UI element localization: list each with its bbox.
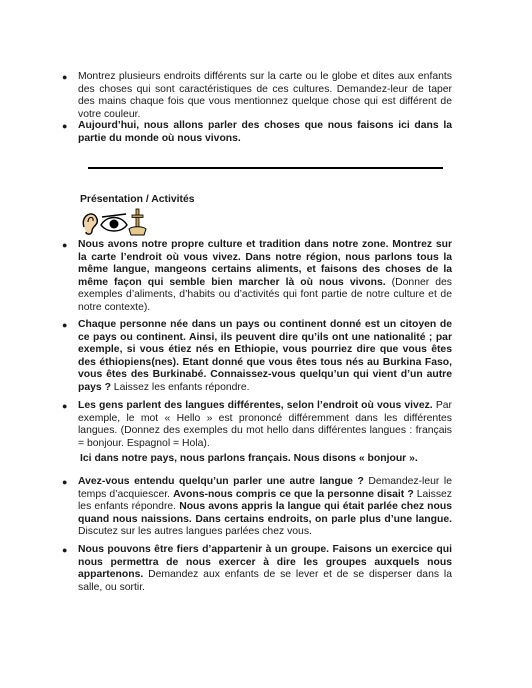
- bullet-other-language: [62, 476, 452, 539]
- bullet-text: Demandez-leur le temps d’acquiescer.: [78, 476, 452, 500]
- bullet-text: Montrez plusieurs endroits différents sur la carte ou le globe et dites aux enfants des choses qui sont caractéristiques de ces cultures. Demandez-leur de taper des mains chaque fois que vous mentionnez quelque chose qui est différent de votre couleur.: [78, 71, 452, 120]
- bullet-dot: ●: [62, 545, 68, 555]
- bullet-text: Discutez sur les autres langues parlées chez vous.: [78, 526, 312, 538]
- bullet-languages: [62, 400, 453, 450]
- section-heading: Présentation / Activités: [80, 194, 195, 205]
- bullet-bold-text: Chaque personne née dans un pays ou continent donné est un citoyen de ce pays ou continent. Ainsi, ils peuvent dire qu’ils ont une nationalité ; par exemple, si vous étiez nés en Ethiopie, vous pourriez dire que vous êtes des éthiopiens(nes). Etant donné que vous êtes tous nés au Burkina Faso, vous êtes des Burkinabé. Connaissez-vous quelqu’un qui vient d’un autre pays ?: [78, 319, 452, 393]
- bullet-show-places: [62, 71, 452, 121]
- bullet-our-culture: [62, 239, 452, 315]
- bullet-dot: ●: [62, 320, 68, 330]
- bullet-text: Laissez les enfants répondre.: [110, 381, 250, 393]
- bullet-bold-text: Les gens parlent des langues différentes, selon l’endroit où vous vivez.: [78, 400, 433, 411]
- bullet-today: [62, 120, 452, 145]
- bullet-bold-text: Avez-vous entendu quelqu’un parler une autre langue ?: [78, 476, 364, 487]
- bullet-dot: ●: [62, 121, 68, 131]
- eye-icon: [101, 214, 127, 231]
- bullet-group-pride: [62, 544, 452, 594]
- bullet-bold-text: Nous pouvons être fiers d’appartenir à un groupe. Faisons un exercice qui nous permettra de nous exercer à dire les groupes auxquels nous appartenons.: [78, 544, 452, 581]
- bullet-nationality: [62, 319, 452, 395]
- ear-icon: [83, 214, 97, 234]
- bullet-dot: ●: [62, 72, 68, 82]
- plain-statement: Ici dans notre pays, nous parlons français. Nous disons « bonjour ».: [80, 453, 418, 464]
- bullet-text: Par exemple, le mot « Hello » est prononcé différemment dans les différentes langues. (Donnez des exemples du mot hello dans différentes langues : français = bonjour. Espagnol = Hola).: [78, 400, 453, 449]
- bullet-bold-text: Avons-nous compris ce que la personne disait ?: [173, 488, 414, 500]
- bullet-text: Demandez aux enfants de se lever et de se disperser dans la salle, ou sortir.: [78, 569, 452, 593]
- activity-icons: [80, 207, 150, 237]
- horizontal-rule: [88, 167, 443, 169]
- bullet-dot: ●: [62, 401, 68, 411]
- bullet-bold-text: Nous avons appris la langue qui était parlée chez nous quand nous naissions. Dans certains endroits, on parle plus d’une langue.: [78, 501, 452, 525]
- bullet-dot: ●: [62, 477, 68, 487]
- bullet-bold-text: Nous avons notre propre culture et tradition dans notre zone. Montrez sur la carte l’endroit où vous vivez. Dans notre région, nous parlons tous la même langue, mangeons certains aliments, et faisons des choses de la même façon qui semble bien marcher là où nous vivons.: [78, 239, 452, 288]
- sword-hand-icon: [129, 209, 146, 235]
- bullet-text: Aujourd’hui, nous allons parler des choses que nous faisons ici dans la partie du monde où nous vivons.: [78, 120, 452, 144]
- bullet-text: (Donner des exemples d’aliments, d’habits ou d’activités qui font partie de notre culture et de notre contexte).: [78, 276, 452, 313]
- bullet-dot: ●: [62, 240, 68, 250]
- bullet-text: Laissez les enfants répondre.: [78, 488, 452, 513]
